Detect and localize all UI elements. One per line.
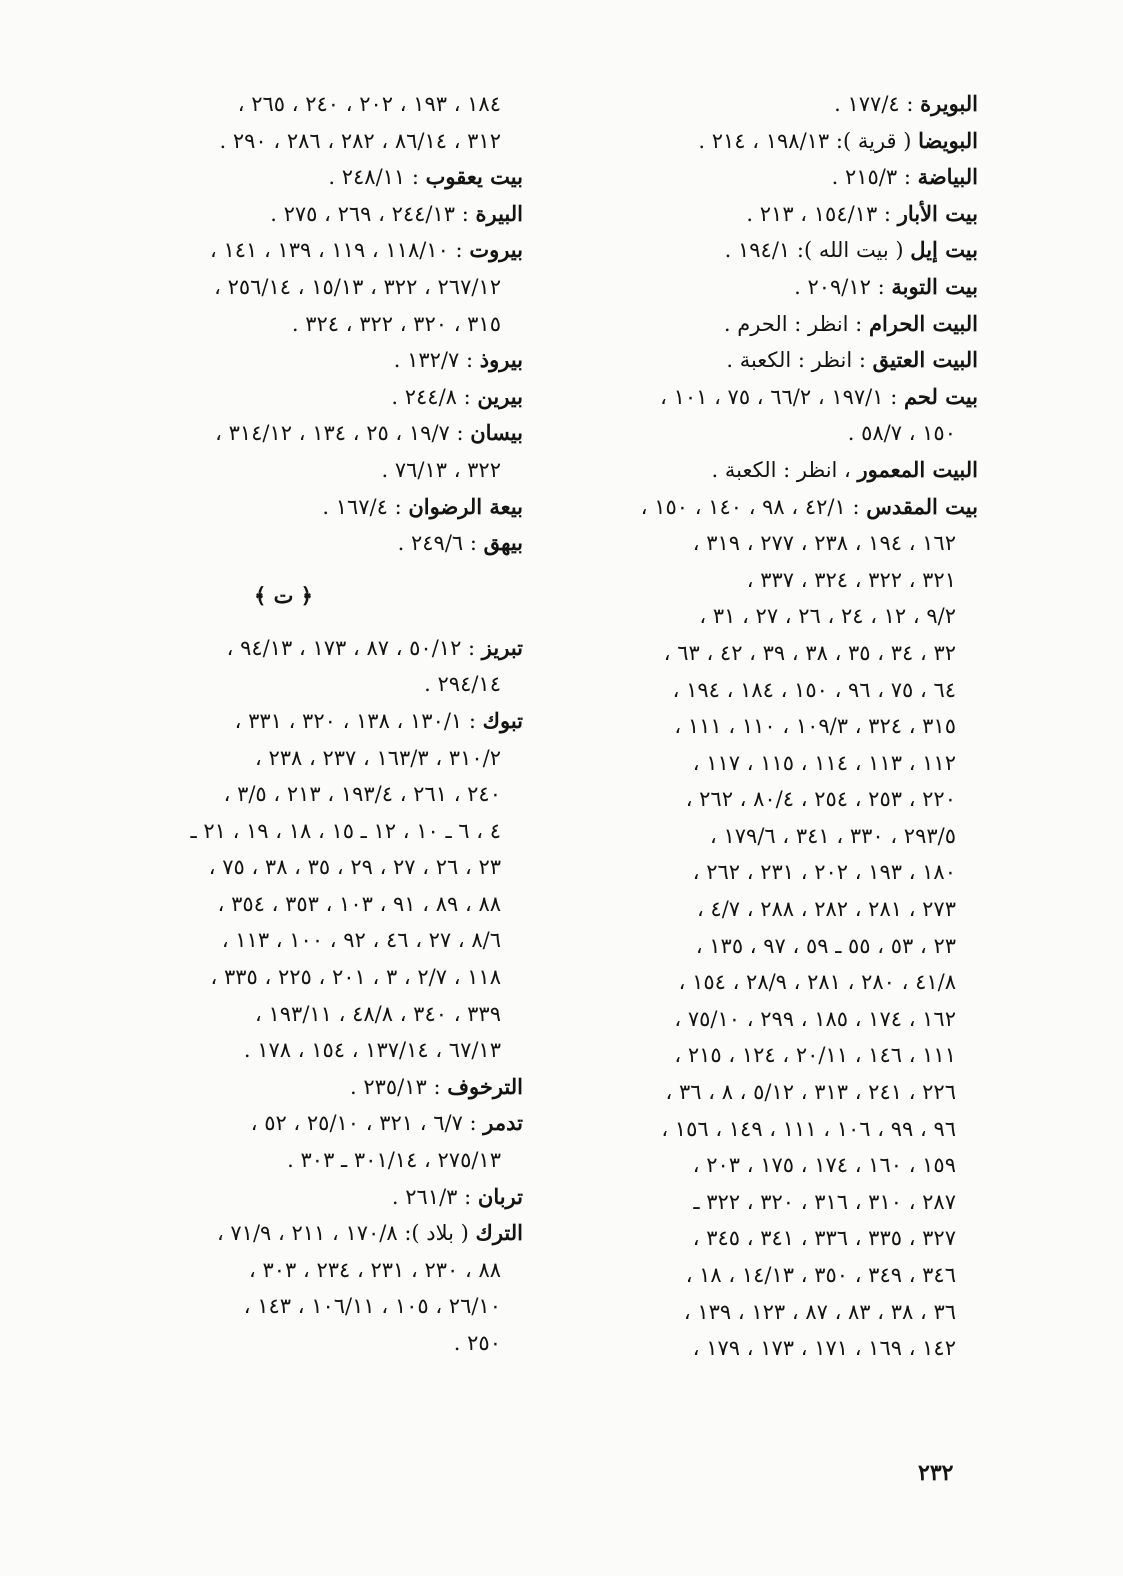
index-column-left [103, 86, 523, 1362]
index-entry-continuation [103, 86, 523, 123]
index-entry-continuation [103, 666, 523, 703]
index-entry-refs: ٢٣ ، ٥٣ ، ٥٥ ـ ٥٩ ، ٩٧ ، ١٣٥ ، [695, 933, 956, 958]
page-number: ٢٣٢ [918, 1460, 954, 1486]
index-entry-refs: ١٥٩ ، ١٦٠ ، ١٧٤ ، ١٧٥ ، ٢٠٣ ، [692, 1153, 956, 1178]
index-entry-continuation [593, 781, 978, 818]
index-entry-term: تدمر [483, 1110, 523, 1136]
index-entry [103, 703, 523, 740]
index-entry-continuation [103, 740, 523, 777]
index-entry-continuation [103, 922, 523, 959]
index-entry-refs: : ٢٤٤/١٣ ، ٢٦٩ ، ٢٧٥ . [270, 201, 476, 226]
index-entry [593, 86, 978, 123]
index-entry-continuation [593, 1147, 978, 1184]
index-entry-refs: ٢٨٧ ، ٣١٠ ، ٣١٦ ، ٣٢٠ ، ٣٢٢ ـ [693, 1189, 956, 1214]
index-entry-continuation [593, 635, 978, 672]
index-entry-term: بيت إيل [910, 237, 978, 263]
index-entry [593, 232, 978, 269]
index-entry-refs: : ٢٤٤/٨ . [391, 384, 478, 409]
section-heading [103, 562, 523, 630]
index-column-left-bottom [103, 630, 523, 1362]
index-column-left-top [103, 86, 523, 562]
index-entry-refs: ٢٣ ، ٢٦ ، ٢٧ ، ٢٩ ، ٣٥ ، ٣٨ ، ٧٥ ، [208, 855, 501, 880]
index-entry [103, 379, 523, 416]
index-entry-refs: ١١٨ ، ٢/٧ ، ٣ ، ٢٠١ ، ٢٢٥ ، ٣٣٥ ، [210, 965, 501, 990]
index-entry-continuation [103, 959, 523, 996]
index-entry-term: تبريز [481, 634, 523, 660]
index-entry-refs: ١٦٢ ، ١٩٤ ، ٢٣٨ ، ٢٧٧ ، ٣١٩ ، [692, 531, 956, 556]
index-entry-continuation [593, 598, 978, 635]
index-entry-refs: ٢٩٣/٥ ، ٣٣٠ ، ٣٤١ ، ١٧٩/٦ ، [710, 823, 956, 848]
index-entry-continuation [103, 1325, 523, 1362]
index-entry-term: البويرة [920, 91, 978, 116]
index-entry-refs: ٤ ، ٦ ـ ١٠ ، ١٢ ـ ١٥ ، ١٨ ، ١٩ ، ٢١ ـ [190, 818, 501, 843]
index-entry-refs: ١٤٢ ، ١٦٩ ، ١٧١ ، ١٧٣ ، ١٧٩ ، [692, 1336, 956, 1361]
index-entry-refs: ٦٧/١٣ ، ١٣٧/١٤ ، ١٥٤ ، ١٧٨ . [243, 1038, 501, 1063]
index-entry-continuation [103, 996, 523, 1033]
index-entry-continuation [103, 776, 523, 813]
index-entry [103, 342, 523, 379]
index-entry-term: البويضا [918, 127, 978, 153]
index-entry-continuation [593, 1111, 978, 1148]
index-entry-refs: ٣٢٧ ، ٣٣٥ ، ٣٣٦ ، ٣٤١ ، ٣٤٥ ، [692, 1226, 956, 1251]
index-entry-continuation [103, 452, 523, 489]
index-entry-refs: ٣١٥ ، ٣٢٠ ، ٣٢٢ ، ٣٢٤ . [291, 311, 501, 336]
index-column-right [593, 86, 978, 1367]
index-entry [593, 159, 978, 196]
index-entry-refs: ٣٤٦ ، ٣٤٩ ، ٣٥٠ ، ١٤/١٣ ، ١٨ ، [685, 1263, 956, 1287]
index-entry-refs: : ١٦٧/٤ . [322, 494, 409, 519]
index-entry-continuation [593, 891, 978, 928]
index-entry [103, 196, 523, 233]
index-entry-refs: ٢٩٤/١٤ . [424, 672, 501, 697]
index-entry [103, 1215, 523, 1252]
index-entry-refs: ١٨٠ ، ١٩٣ ، ٢٠٢ ، ٢٣١ ، ٢٦٢ ، [692, 860, 956, 885]
index-entry-continuation [103, 1142, 523, 1179]
index-entry-refs: : انظر : الحرم . [723, 311, 869, 336]
index-entry-term: البيت العتيق [872, 347, 978, 373]
index-entry-term: بيت التوبة [891, 273, 978, 299]
index-entry-continuation [103, 886, 523, 923]
index-entry-continuation [593, 1037, 978, 1074]
index-entry-continuation [593, 1074, 978, 1111]
index-entry-refs: ٣٦ ، ٣٨ ، ٨٣ ، ٨٧ ، ١٢٣ ، ١٣٩ ، [683, 1299, 956, 1324]
index-entry [593, 379, 978, 416]
index-entry-continuation [593, 964, 978, 1001]
index-entry-refs: ٩/٢ ، ١٢ ، ٢٤ ، ٢٦ ، ٢٧ ، ٣١ ، [699, 604, 956, 629]
index-entry-term: بيعة الرضوان [408, 493, 523, 519]
index-entry [103, 489, 523, 526]
index-entry-refs: ٢٦/١٠ ، ١٠٥ ، ١٠٦/١١ ، ١٤٣ ، [243, 1294, 501, 1319]
index-entry [103, 232, 523, 269]
index-entry-continuation [103, 1252, 523, 1289]
index-entry-refs: ( بيت الله ): ١٩٤/١ . [724, 238, 911, 263]
index-entry-continuation [103, 269, 523, 306]
index-entry-continuation [593, 415, 978, 452]
index-entry [103, 159, 523, 196]
index-entry-refs: : ٢٦١/٣ . [391, 1184, 478, 1209]
index-entry [593, 452, 978, 489]
index-entry-refs: ٨٨ ، ٨٩ ، ٩١ ، ١٠٣ ، ٣٥٣ ، ٣٥٤ ، [217, 891, 501, 916]
index-entry [103, 415, 523, 452]
index-entry-continuation [103, 849, 523, 886]
index-entry-refs: ٨/٦ ، ٢٧ ، ٤٦ ، ٩٢ ، ١٠٠ ، ١١٣ ، [221, 928, 501, 953]
index-entry-refs: ٢٢٦ ، ٢٤١ ، ٣١٣ ، ٥/١٢ ، ٨ ، ٣٦ ، [665, 1080, 956, 1105]
index-entry-term: بيروت [469, 237, 523, 263]
index-entry-refs: ٣٢١ ، ٣٢٢ ، ٣٢٤ ، ٣٣٧ ، [746, 567, 956, 592]
index-entry-continuation [103, 306, 523, 343]
index-entry-term: تبوك [482, 707, 523, 733]
index-entry-term: الترخوف [447, 1073, 523, 1099]
index-entry-refs: ٢٥٠ . [453, 1331, 501, 1355]
index-entry-refs: : ٢١٥/٣ . [831, 165, 918, 190]
index-entry-term: البيت الحرام [868, 310, 978, 336]
index-entry [593, 342, 978, 379]
index-entry-refs: ٢٤٠ ، ٢٦١ ، ١٩٣/٤ ، ٢١٣ ، ٣/٥ ، [223, 782, 501, 807]
index-entry-refs: ٨٨ ، ٢٣٠ ، ٢٣١ ، ٢٣٤ ، ٣٠٣ ، [249, 1257, 501, 1282]
index-entry-refs: : ١٥٤/١٣ ، ٢١٣ . [746, 201, 898, 226]
index-entry-term: البيرة [475, 200, 523, 226]
index-entry [103, 525, 523, 562]
index-entry-refs: ٦٤ ، ٧٥ ، ٩٦ ، ١٥٠ ، ١٨٤ ، ١٩٤ ، [672, 677, 956, 702]
index-entry-refs: ٣٢ ، ٣٤ ، ٣٥ ، ٣٨ ، ٣٩ ، ٤٢ ، ٦٣ ، [663, 640, 956, 665]
index-entry-refs: ٤١/٨ ، ٢٨٠ ، ٢٨١ ، ٢٨/٩ ، ١٥٤ ، [678, 970, 956, 995]
index-entry-term: بيت الأبار [897, 200, 978, 226]
index-entry-refs: : ١٣٠/١ ، ١٣٨ ، ٣٢٠ ، ٣٣١ ، [234, 708, 483, 733]
index-entry [593, 489, 978, 526]
index-entry-term: بيت يعقوب [425, 164, 523, 190]
index-entry-continuation [103, 813, 523, 850]
index-entry [593, 306, 978, 343]
section-heading-text: ﴿ ت ﴾ [253, 582, 313, 608]
index-entry-refs: ٩٦ ، ٩٩ ، ١٠٦ ، ١١١ ، ١٤٩ ، ١٥٦ ، [661, 1116, 956, 1141]
index-entry-refs: ٣٢٢ ، ٧٦/١٣ . [381, 457, 501, 482]
index-entry-continuation [593, 562, 978, 599]
index-entry-continuation [103, 123, 523, 160]
index-entry-refs: ٣٣٩ ، ٣٤٠ ، ٤٨/٨ ، ١٩٣/١١ ، [255, 1001, 501, 1026]
index-entry-continuation [593, 1257, 978, 1294]
index-entry-term: بيهق [483, 530, 523, 556]
index-entry-refs: : ١١٨/١٠ ، ١١٩ ، ١٣٩ ، ١٤١ ، [209, 238, 470, 263]
index-entry-term: بيسان [470, 420, 523, 446]
index-entry-refs: : ١٩٧/١ ، ٦٦/٢ ، ٧٥ ، ١٠١ ، [660, 384, 904, 409]
index-entry-term: الترك [475, 1220, 523, 1246]
index-entry-continuation [593, 1220, 978, 1257]
index-entry-refs: ١٥٠ ، ٥٨/٧ . [847, 421, 956, 446]
index-entry-refs: : ٥٠/١٢ ، ٨٧ ، ١٧٣ ، ٩٤/١٣ ، [226, 635, 482, 660]
index-entry-term: تربان [477, 1183, 523, 1209]
index-entry-refs: ٢٧٥/١٣ ، ٣٠١/١٤ ـ ٣٠٣ . [287, 1148, 501, 1173]
index-entry-continuation [593, 672, 978, 709]
index-entry-continuation [593, 1294, 978, 1331]
index-entry-refs: ٣١٢ ، ٨٦/١٤ ، ٢٨٢ ، ٢٨٦ ، ٢٩٠ . [219, 128, 501, 153]
index-entry-term: البياضة [917, 164, 978, 190]
index-entry-continuation [593, 854, 978, 891]
index-entry [593, 123, 978, 160]
index-entry-refs: : ٤٢/١ ، ٩٨ ، ١٤٠ ، ١٥٠ ، [640, 494, 867, 519]
index-entry-term: البيت المعمور [857, 456, 978, 482]
index-entry-refs: ٢٧٣ ، ٢٨١ ، ٢٨٢ ، ٢٨٨ ، ٤/٧ ، [696, 897, 956, 922]
index-entry-continuation [593, 1001, 978, 1038]
index-entry [593, 269, 978, 306]
index-entry-refs: : ٢٤٨/١١ . [328, 165, 426, 190]
index-entry-refs: ١١١ ، ١٤٦ ، ٢٠/١١ ، ١٢٤ ، ٢١٥ ، [674, 1043, 956, 1068]
index-entry-continuation [593, 708, 978, 745]
index-entry-refs: : ١٣٢/٧ . [393, 348, 480, 373]
index-entry [103, 1179, 523, 1216]
index-entry [593, 196, 978, 233]
index-entry-refs: ٣١٥ ، ٣٢٤ ، ١٠٩/٣ ، ١١٠ ، ١١١ ، [674, 714, 956, 739]
index-entry-continuation [103, 1288, 523, 1325]
index-entry [103, 1105, 523, 1142]
index-entry-refs: ( بلاد ): ١٧٠/٨ ، ٢١١ ، ٧١/٩ ، [216, 1221, 476, 1246]
index-entry-refs: ٢٢٠ ، ٢٥٣ ، ٢٥٤ ، ٨٠/٤ ، ٢٦٢ ، [685, 787, 956, 812]
index-entry-refs: : ١٧٧/٤ . [834, 92, 921, 116]
index-entry-refs: ، انظر : الكعبة . [711, 457, 858, 482]
index-entry-refs: ١٨٤ ، ١٩٣ ، ٢٠٢ ، ٢٤٠ ، ٢٦٥ ، [237, 92, 501, 116]
index-entry-refs: ١١٢ ، ١١٣ ، ١١٤ ، ١١٥ ، ١١٧ ، [692, 750, 956, 775]
index-entry-continuation [593, 818, 978, 855]
index-entry-term: بيروذ [479, 347, 523, 373]
index-entry-refs: : ٢٤٩/٦ . [397, 531, 484, 556]
index-entry-continuation [593, 745, 978, 782]
index-entry-term: بيرين [477, 383, 523, 409]
index-entry-refs: ( قرية ): ١٩٨/١٣ ، ٢١٤ . [698, 128, 919, 153]
index-entry-refs: : ٢٠٩/١٢ . [794, 274, 892, 299]
index-entry-term: بيت المقدس [866, 493, 978, 519]
index-entry [103, 1069, 523, 1106]
index-entry-refs: ١٦٢ ، ١٧٤ ، ١٨٥ ، ٢٩٩ ، ٧٥/١٠ ، [674, 1006, 956, 1031]
index-entry-term: بيت لحم [903, 383, 978, 409]
index-entry-continuation [593, 1330, 978, 1367]
index-entry-refs: : ٢٣٥/١٣ . [349, 1074, 448, 1099]
index-entry-refs: : انظر : الكعبة . [726, 348, 873, 373]
index-entry-refs: ٢٦٧/١٢ ، ٣٢٢ ، ١٥/١٣ ، ٢٥٦/١٤ ، [214, 274, 501, 299]
index-entry-refs: : ٦/٧ ، ٣٢١ ، ٢٥/١٠ ، ٥٢ ، [250, 1111, 484, 1136]
index-entry-refs: : ١٩/٧ ، ٢٥ ، ١٣٤ ، ٣١٤/١٢ ، [215, 421, 471, 446]
index-entry-continuation [593, 1184, 978, 1221]
index-entry-refs: ٣١٠/٢ ، ١٦٣/٣ ، ٢٣٧ ، ٢٣٨ ، [255, 745, 501, 770]
index-entry [103, 630, 523, 667]
index-entry-continuation [593, 928, 978, 965]
index-entry-continuation [593, 525, 978, 562]
index-entry-continuation [103, 1032, 523, 1069]
